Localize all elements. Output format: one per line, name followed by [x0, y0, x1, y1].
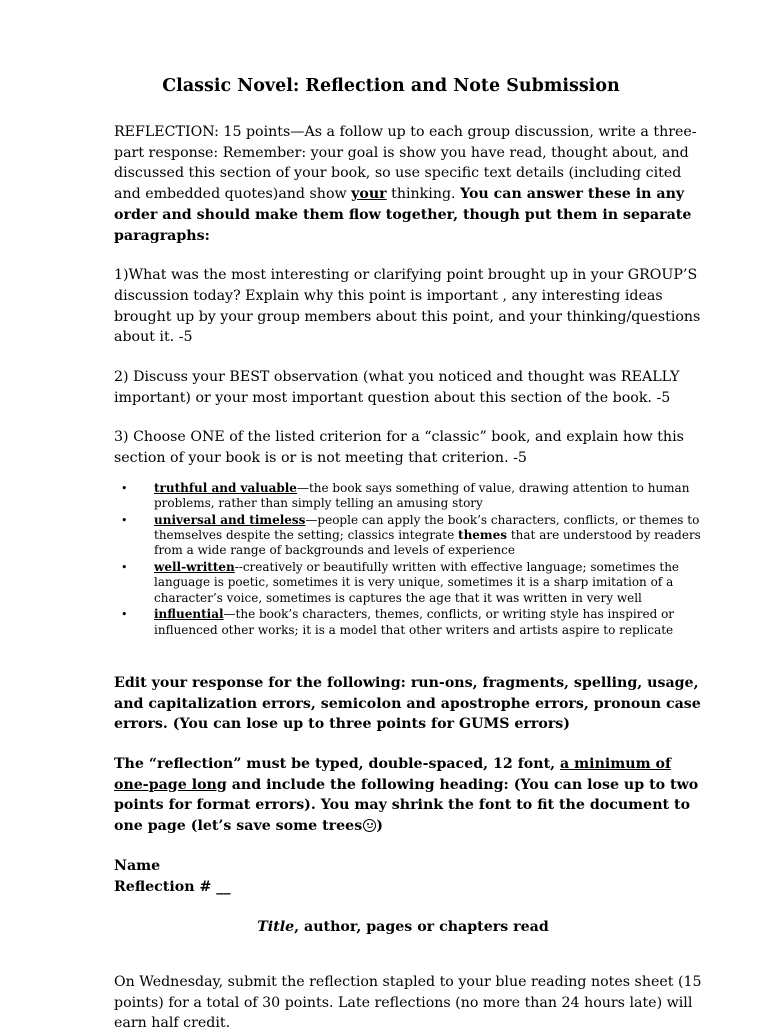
intro-text: REFLECTION: 15 points—As a follow up to each group discussion, write a three-part response: Remember: your goal is show you have read, thought about, and discussed this section of your book, so use specific text details (including cited and embedded quotes)and show	[114, 124, 697, 203]
criterion-term: influential	[154, 607, 224, 622]
format-text-3: )	[376, 818, 383, 835]
criteria-list	[114, 481, 704, 638]
heading-reflection-number	[114, 877, 704, 898]
heading-name	[114, 856, 704, 877]
page-title: Classic Novel: Reflection and Note Submission	[162, 76, 620, 96]
intro-bold-instruction: You can answer these in any order and should make them flow together, though put them in separate paragraphs:	[114, 186, 692, 244]
criterion-desc: —the book says something of value, drawing attention to human problems, rather than simply telling an amusing story	[154, 480, 690, 511]
criterion-term: truthful and valuable	[154, 480, 297, 495]
heading-name-text: Name	[114, 857, 161, 874]
criterion-desc-bold: themes	[458, 528, 508, 543]
list-item	[121, 607, 704, 638]
format-text-1: The “reflection” must be typed, double-spaced, 12 font,	[114, 756, 561, 773]
question-3: 3) Choose ONE of the listed criterion for a “classic” book, and explain how this section of your book is or is not meeting that criterion. -5	[114, 429, 684, 467]
criterion-desc: --creatively or beautifully written with effective language; sometimes the language is poetic, sometimes it is very unique, sometimes it is a sharp imitation of a character’s voice, sometimes is captures the age that it was written in very well	[154, 559, 680, 605]
list-item	[121, 559, 704, 606]
heading-title-rest: , author, pages or chapters read	[294, 919, 549, 936]
format-underlined: a minimum of one-page long	[114, 756, 672, 793]
intro-your-emphasis: your	[351, 186, 387, 203]
list-item	[121, 512, 704, 559]
edit-instructions	[114, 673, 704, 735]
bullet-icon: •	[121, 513, 128, 527]
edit-note-text: Edit your response for the following: run-ons, fragments, spelling, usage, and capitalization errors, semicolon and apostrophe errors, pronoun case errors. (You can lose up to three points for GUMS errors)	[114, 674, 701, 733]
bullet-icon: •	[121, 481, 128, 495]
reflection-intro	[114, 122, 704, 246]
list-item	[121, 480, 704, 512]
format-instructions	[114, 754, 704, 837]
intro-thinking: thinking.	[386, 186, 461, 203]
format-text-2: and include the following heading: (You can lose up to two points for format errors). You may shrink the font to fit the document to one page (let’s save some trees	[114, 776, 699, 835]
bullet-icon: •	[121, 608, 128, 622]
criterion-desc-end: that are understood by readers from a wide range of backgrounds and levels of experience	[154, 528, 701, 558]
heading-title-word: Title	[257, 919, 295, 936]
question-2: 2) Discuss your BEST observation (what you noticed and thought was REALLY important) or your most important question about this section of the book. -5	[114, 369, 680, 406]
heading-reflection-text: Reflection # __	[114, 878, 231, 895]
submission-instructions: On Wednesday, submit the reflection stapled to your blue reading notes sheet (15 points) for a total of 30 points. Late reflections (no more than 24 hours late) will earn half credit.	[114, 973, 702, 1032]
criterion-desc: —the book’s characters, themes, conflicts, or writing style has inspired or influenced other works; it is a model that other writers and artists aspire to replicate	[154, 607, 675, 637]
criterion-desc: —people can apply the book’s characters, conflicts, or themes to themselves despite the setting; classics integrate	[154, 512, 700, 543]
criterion-term: universal and timeless	[154, 512, 306, 527]
question-1: 1)What was the most interesting or clarifying point brought up in your GROUP’S discussion today? Explain why this point is important , any interesting ideas brought up by your group members about this point, and your thinking/questions about it. -5	[114, 267, 701, 346]
smiley-icon	[363, 819, 376, 832]
criterion-term: well-written	[154, 559, 235, 574]
bullet-icon: •	[121, 560, 128, 574]
heading-title-line	[114, 917, 704, 938]
